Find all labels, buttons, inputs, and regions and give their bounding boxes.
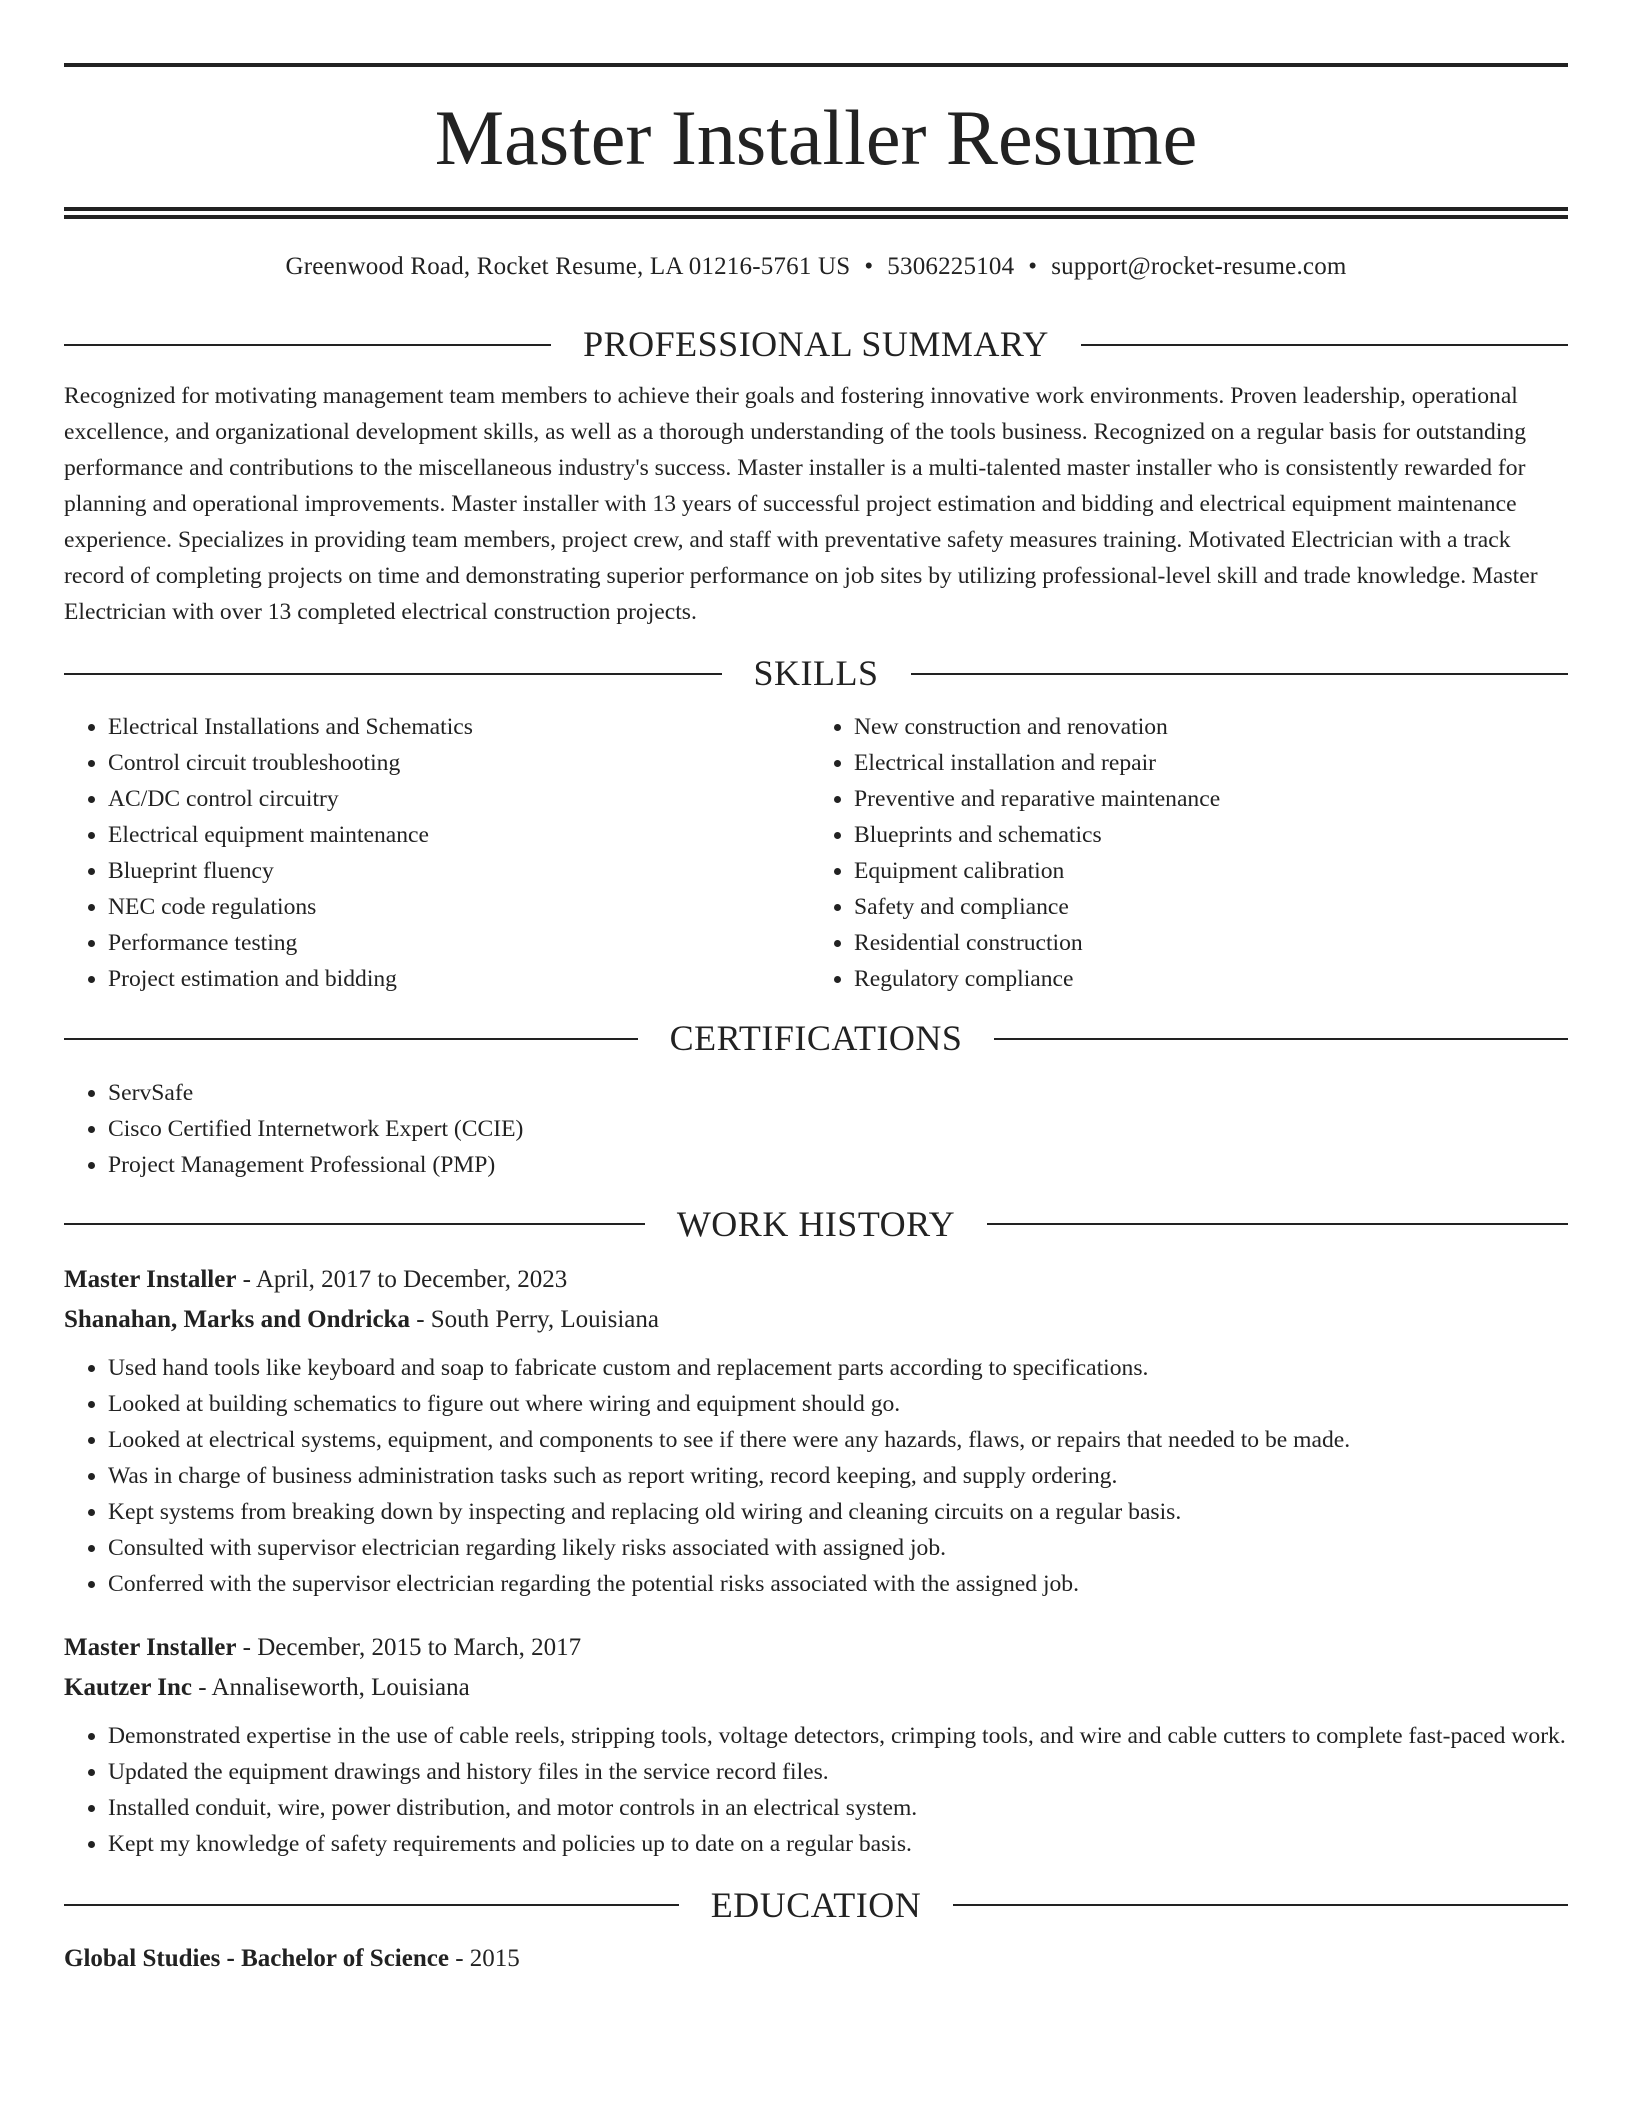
job-bullet: • Was in charge of business administration tasks such as report writing, record keeping, and supply ordering. — [108, 1458, 1568, 1494]
skill-item: • NEC code regulations — [108, 889, 822, 925]
education-heading — [64, 1884, 1568, 1927]
job-entry — [64, 1628, 1568, 1862]
skill-item: • Blueprints and schematics — [854, 817, 1568, 853]
skill-item: • Regulatory compliance — [854, 961, 1568, 997]
title-double-rule — [64, 207, 1568, 219]
job-bullet: • Looked at electrical systems, equipment, and components to see if there were any hazards, flaws, or repairs that needed to be made. — [108, 1422, 1568, 1458]
job-bullet: • Kept my knowledge of safety requirements and policies up to date on a regular basis. — [108, 1826, 1568, 1862]
job-bullet: • Installed conduit, wire, power distribution, and motor controls in an electrical system. — [108, 1790, 1568, 1826]
certification-item: • ServSafe — [108, 1075, 1568, 1111]
skill-item: • AC/DC control circuitry — [108, 781, 822, 817]
job-role: Master Installer — [64, 1265, 237, 1293]
education-heading-text: EDUCATION — [710, 1884, 922, 1925]
summary-heading-text: PROFESSIONAL SUMMARY — [583, 324, 1049, 364]
skill-item: • Blueprint fluency — [108, 853, 822, 889]
job-title-line: Master Installer - December, 2015 to March, 2017 — [64, 1633, 582, 1661]
job-location: Annaliseworth, Louisiana — [211, 1673, 470, 1701]
heading-rule — [64, 1038, 638, 1040]
certifications-list — [64, 1075, 1568, 1183]
contact-phone: 5306225104 — [887, 253, 1015, 280]
heading-rule — [953, 1904, 1568, 1906]
skill-item: • Electrical installation and repair — [854, 745, 1568, 781]
skill-item: • Equipment calibration — [854, 853, 1568, 889]
job-entry — [64, 1260, 1568, 1602]
certification-item: • Cisco Certified Internetwork Expert (CCIE) — [108, 1111, 1568, 1147]
heading-rule — [1081, 344, 1568, 346]
skill-item: • New construction and renovation — [854, 709, 1568, 745]
job-dates: December, 2015 to March, 2017 — [257, 1633, 582, 1661]
skills-heading-text: SKILLS — [753, 653, 879, 694]
summary-text: Recognized for motivating management team members to achieve their goals and fostering innovative work environments. Proven leadership, operational excellence, and organizational development skills, as well as a thorough understanding of the tools business. Recognized on a regular basis for outstanding performance and contributions to the miscellaneous industry's success. Master installer is a multi-talented master installer who is consistently rewarded for planning and operational improvements. Master installer with 13 years of successful project estimation and bidding and electrical equipment maintenance experience. Specializes in providing team members, project crew, and staff with preventative safety measures training. Motivated Electrician with a track record of completing projects on time and demonstrating superior performance on job sites by utilizing professional-level skill and trade knowledge. Master Electrician with over 13 completed electrical construction projects. — [64, 383, 1538, 626]
job-company-line: Shanahan, Marks and Ondricka - South Perry, Louisiana — [64, 1305, 659, 1333]
heading-rule — [911, 673, 1569, 675]
skills-heading — [64, 652, 1568, 695]
contact-line — [64, 253, 1568, 281]
skill-item: • Project estimation and bidding — [108, 961, 822, 997]
job-company: Kautzer Inc — [64, 1673, 192, 1701]
skill-item: • Residential construction — [854, 925, 1568, 961]
work-history-heading-text: WORK HISTORY — [676, 1203, 956, 1244]
education-degree: Global Studies - Bachelor of Science — [64, 1944, 449, 1972]
heading-rule — [64, 1223, 645, 1225]
certification-item: • Project Management Professional (PMP) — [108, 1147, 1568, 1183]
skill-item: • Performance testing — [108, 925, 822, 961]
job-bullet: • Used hand tools like keyboard and soap to fabricate custom and replacement parts according to specifications. — [108, 1350, 1568, 1386]
contact-address: Greenwood Road, Rocket Resume, LA 01216-5761 US — [285, 253, 851, 280]
skill-item: • Electrical equipment maintenance — [108, 817, 822, 853]
skill-item: • Preventive and reparative maintenance — [854, 781, 1568, 817]
job-company: Shanahan, Marks and Ondricka — [64, 1305, 410, 1333]
job-bullet: • Looked at building schematics to figure out where wiring and equipment should go. — [108, 1386, 1568, 1422]
job-bullet: • Kept systems from breaking down by inspecting and replacing old wiring and cleaning circuits on a regular basis. — [108, 1494, 1568, 1530]
contact-separator: • — [1028, 253, 1038, 280]
skill-item: • Electrical Installations and Schematics — [108, 709, 822, 745]
education-year: 2015 — [469, 1944, 520, 1972]
job-bullet: • Consulted with supervisor electrician regarding likely risks associated with assigned job. — [108, 1530, 1568, 1566]
skill-item: • Control circuit troubleshooting — [108, 745, 822, 781]
heading-rule — [64, 344, 551, 346]
certifications-heading — [64, 1017, 1568, 1060]
job-location: South Perry, Louisiana — [430, 1305, 659, 1333]
education-entry: Global Studies - Bachelor of Science - 2015 — [64, 1944, 520, 1972]
contact-separator: • — [864, 253, 874, 280]
skills-list-left — [64, 709, 822, 997]
job-bullet: • Updated the equipment drawings and history files in the service record files. — [108, 1754, 1568, 1790]
job-bullets — [64, 1718, 1568, 1862]
skills-list-right — [822, 709, 1568, 997]
skill-item: • Safety and compliance — [854, 889, 1568, 925]
heading-rule — [64, 673, 722, 675]
heading-rule — [64, 1904, 679, 1906]
contact-email[interactable]: support@rocket-resume.com — [1051, 253, 1347, 280]
job-bullet: • Conferred with the supervisor electrician regarding the potential risks associated with the assigned job. — [108, 1566, 1568, 1602]
job-dates: April, 2017 to December, 2023 — [255, 1265, 568, 1293]
work-history-heading — [64, 1203, 1568, 1246]
job-bullet: • Demonstrated expertise in the use of cable reels, stripping tools, voltage detectors, crimping tools, and wire and cable cutters to complete fast-paced work. — [108, 1718, 1568, 1754]
job-role: Master Installer — [64, 1633, 237, 1661]
job-title-line: Master Installer - April, 2017 to December, 2023 — [64, 1265, 568, 1293]
certifications-heading-text: CERTIFICATIONS — [669, 1018, 963, 1059]
summary-heading — [64, 323, 1568, 366]
skills-columns — [64, 709, 1568, 997]
resume-page — [64, 0, 1568, 1973]
heading-rule — [994, 1038, 1568, 1040]
job-company-line: Kautzer Inc - Annaliseworth, Louisiana — [64, 1673, 470, 1701]
resume-title: Master Installer Resume — [434, 94, 1198, 181]
heading-rule — [987, 1223, 1568, 1225]
top-rule — [64, 63, 1568, 67]
job-bullets — [64, 1350, 1568, 1602]
